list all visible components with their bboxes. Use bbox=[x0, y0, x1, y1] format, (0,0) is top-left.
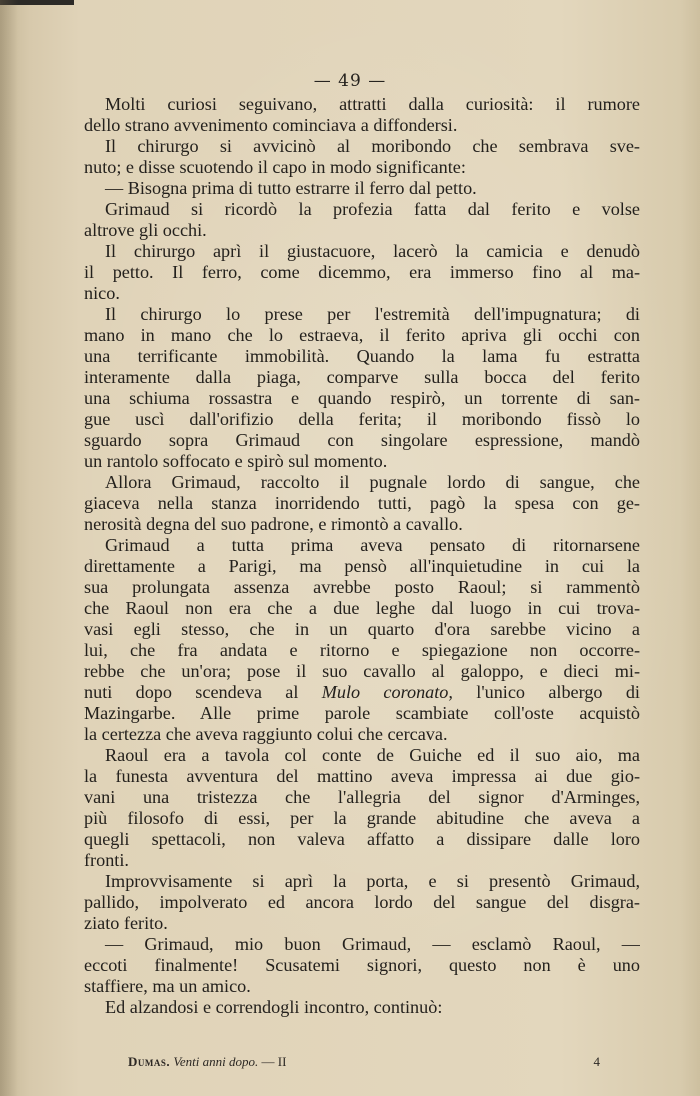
text-line: gue uscì dall'orifizio della ferita; il moribondo fissò lo bbox=[84, 409, 640, 429]
page-gutter-shadow bbox=[0, 0, 18, 1096]
text-line: Ed alzandosi e correndogli incontro, continuò: bbox=[105, 997, 443, 1017]
text-line: — Grimaud, mio buon Grimaud, — esclamò Raoul, — bbox=[105, 934, 640, 954]
text-line: dello strano avvenimento cominciava a diffondersi. bbox=[84, 115, 458, 135]
text-line-tail: l'unico albergo di bbox=[452, 682, 640, 702]
text-line: fronti. bbox=[84, 850, 129, 870]
text-line: una schiuma rossastra e quando respirò, un torrente di san- bbox=[84, 388, 640, 408]
text-line: Molti curiosi seguivano, attratti dalla curiosità: il rumore bbox=[105, 94, 640, 114]
text-line: Raoul era a tavola col conte de Guiche ed il suo aio, ma bbox=[105, 745, 640, 765]
text-line: mano in mano che lo estraeva, il ferito apriva gli occhi con bbox=[84, 325, 640, 345]
page-footer bbox=[128, 1054, 600, 1074]
footer-volume: — II bbox=[261, 1054, 287, 1069]
text-line: Grimaud si ricordò la profezia fatta dal ferito e volse bbox=[105, 199, 640, 219]
page-number: — 49 — bbox=[313, 71, 387, 91]
text-line: il petto. Il ferro, come dicemmo, era immerso fino al ma- bbox=[84, 262, 640, 282]
text-line bbox=[84, 682, 640, 703]
text-line: che Raoul non era che a due leghe dal luogo in cui trova- bbox=[84, 598, 640, 618]
text-line: Mazingarbe. Alle prime parole scambiate coll'oste acquistò bbox=[84, 703, 640, 723]
text-line: eccoti finalmente! Scusatemi signori, questo non è uno bbox=[84, 955, 640, 975]
text-line: vani una tristezza che l'allegria del signor d'Arminges, bbox=[84, 787, 640, 807]
text-line: pallido, impolverato ed ancora lordo del sangue del disgra- bbox=[84, 892, 640, 912]
text-line: — Bisogna prima di tutto estrarre il ferro dal petto. bbox=[105, 178, 477, 198]
text-line: più filosofo di essi, per la grande abitudine che aveva a bbox=[84, 808, 640, 828]
text-line: la funesta avventura del mattino aveva impressa ai due gio- bbox=[84, 766, 640, 786]
text-line: rebbe che un'ora; pose il suo cavallo al galoppo, e dieci mi- bbox=[84, 661, 640, 681]
text-line: staffiere, ma un amico. bbox=[84, 976, 251, 996]
text-line-head: nuti dopo scendeva al bbox=[84, 682, 322, 702]
text-line: Il chirurgo aprì il giustacuore, lacerò la camicia e denudò bbox=[105, 241, 640, 261]
text-line: altrove gli occhi. bbox=[84, 220, 207, 240]
text-line: la certezza che aveva raggiunto colui che cercava. bbox=[84, 724, 448, 744]
text-line: Il chirurgo si avvicinò al moribondo che sembrava sve- bbox=[105, 136, 640, 156]
text-line: giaceva nella stanza inorridendo tutti, pagò la spesa con ge- bbox=[84, 493, 640, 513]
text-line: sguardo sopra Grimaud con singolare espressione, mandò bbox=[84, 430, 640, 450]
text-line: Improvvisamente si aprì la porta, e si presentò Grimaud, bbox=[105, 871, 640, 891]
text-line: quegli spettacoli, non valeva affatto a dissipare dalle loro bbox=[84, 829, 640, 849]
text-line: vasi egli stesso, che in un quarto d'ora sarebbe vicino a bbox=[84, 619, 640, 639]
text-line: Grimaud a tutta prima aveva pensato di ritornarsene bbox=[105, 535, 640, 555]
text-line: Il chirurgo lo prese per l'estremità dell'impugnatura; di bbox=[105, 304, 640, 324]
footer-author: Dumas. bbox=[128, 1054, 171, 1069]
text-line: Allora Grimaud, raccolto il pugnale lordo di sangue, che bbox=[105, 472, 640, 492]
text-line: lui, che fra andata e ritorno e spiegazione non occorre- bbox=[84, 640, 640, 660]
text-line: ziato ferito. bbox=[84, 913, 168, 933]
text-line: nerosità degna del suo padrone, e rimontò a cavallo. bbox=[84, 514, 463, 534]
text-line: un rantolo soffocato e spirò sul momento. bbox=[84, 451, 388, 471]
text-line: direttamente a Parigi, ma pensò all'inquietudine in cui la bbox=[84, 556, 640, 576]
footer-title: Venti anni dopo. bbox=[173, 1054, 259, 1069]
text-line: interamente dalla piaga, comparve sulla bocca del ferito bbox=[84, 367, 640, 387]
inn-name: Mulo coronato, bbox=[321, 682, 453, 702]
text-line: una terrificante immobilità. Quando la lama fu estratta bbox=[84, 346, 640, 366]
text-line: sua prolungata assenza avrebbe posto Raoul; si rammentò bbox=[84, 577, 640, 597]
body-text bbox=[84, 94, 640, 1018]
text-line: nico. bbox=[84, 283, 120, 303]
running-footer bbox=[128, 1054, 286, 1070]
signature-mark: 4 bbox=[593, 1054, 600, 1069]
text-line: nuto; e disse scuotendo il capo in modo significante: bbox=[84, 157, 466, 177]
